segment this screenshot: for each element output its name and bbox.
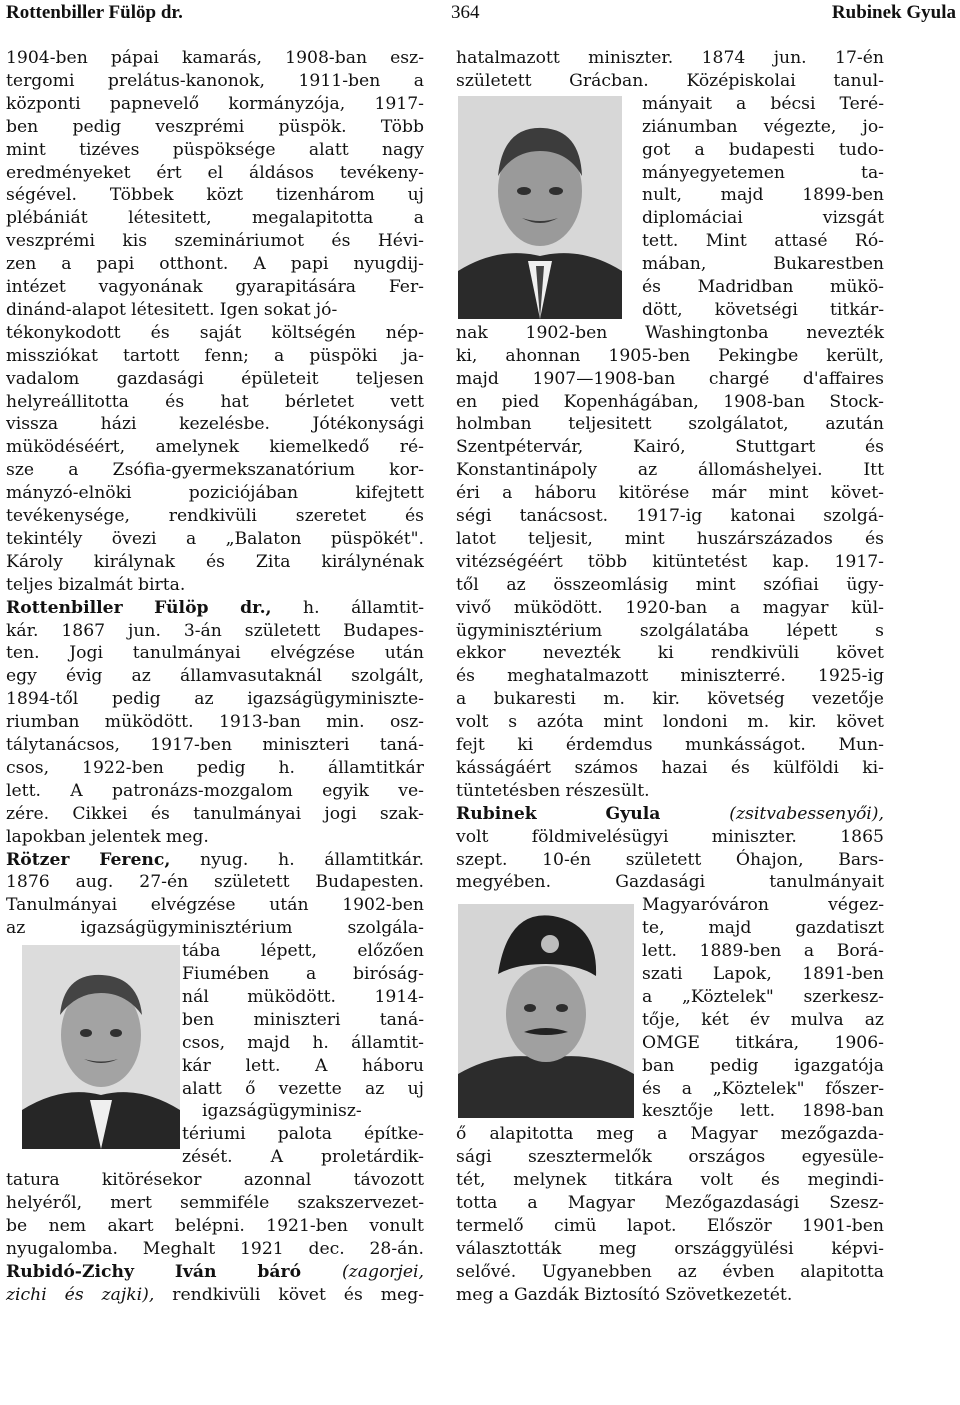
page-header (0, 0, 960, 26)
text-line: egy évig az államvasutaknál szolgált, (6, 666, 424, 687)
text-line: ségi tanácsost. 1917-ig katonai szolgá- (456, 506, 884, 526)
text-line: kár. 1867 jun. 3-án született Budapes- (6, 620, 424, 641)
text-line: szept. 10-én született Óhajon, Bars- (456, 849, 884, 870)
text-line: müködéséért, amelynek kiemelkedő ré- (6, 437, 424, 458)
portrait-photo-rotzer (22, 945, 180, 1149)
text-line: be nem akart belépni. 1921-ben vonult (6, 1215, 424, 1236)
text-line: a bukaresti m. kir. követség vezetője (456, 689, 884, 710)
text-line: tüntetésben részesült. (456, 780, 650, 801)
text-line: az igazságügyminisztérium szolgála- (6, 918, 424, 939)
text-line: Rötzer Ferenc, nyug. h. államtitkár. (6, 849, 424, 870)
text-line: kásságáért számos hazai és külföldi ki- (456, 757, 884, 778)
text-line: megyében. Gazdasági tanulmányait (456, 872, 884, 893)
text-line: csos, 1922-ben pedig h. államtitkár (6, 757, 424, 778)
text-line: Rubinek Gyula (zsitvabessenyői), (456, 803, 884, 824)
text-line: ben miniszteri taná- (182, 1009, 424, 1030)
text-line: plébániát létesitett, megalapitotta a (6, 208, 424, 229)
text-line: tett. Mint attasé Ró- (642, 231, 884, 252)
text-line: missziókat tartott fenn; a püspöki ja- (6, 345, 424, 366)
text-line: riumban müködött. 1913-ban min. osz- (6, 712, 424, 733)
text-line: tériumi palota építke- (182, 1124, 424, 1145)
text-line: alatt ő vezette az uj (182, 1078, 424, 1099)
text-line: Rubidó-Zichy Iván báró (zagorjei, (6, 1261, 424, 1282)
text-line: tatura kitörésekor azonnal távozott (6, 1170, 424, 1191)
text-line: ban pedig igazgatója (642, 1055, 884, 1076)
text-line: tét, melynek titkára volt és megindi- (456, 1170, 884, 1191)
text-line: Fiumében a biróság- (182, 964, 424, 984)
text-line: OMGE titkára, 1906- (642, 1032, 884, 1053)
portrait-photo-rubido-zichy (458, 96, 622, 319)
text-line: termelő cimü lapot. Először 1901-ben (456, 1215, 884, 1236)
text-line: got a budapesti tudo- (642, 139, 884, 160)
text-line: lett. 1889-ben a Borá- (642, 941, 884, 962)
text-line: volt s azóta mint londoni m. kir. követ (456, 712, 884, 733)
text-line: nál müködött. 1914- (182, 986, 424, 1007)
text-line: mában, Bukarestben (642, 254, 884, 275)
text-line: vitézségéért több kitüntetést kap. 1917- (456, 551, 884, 572)
text-line: ki, ahonnan 1905-ben Pekingbe került, (456, 345, 884, 366)
text-line: latot teljesit, mint huszárszázados és (456, 528, 884, 549)
text-line: vissza házi kezelésbe. Jótékonysági (6, 414, 424, 435)
text-line: volt földmivelésügyi miniszter. 1865 (456, 826, 884, 847)
text-line: től az összeomlásig mint szófiai ügy- (456, 574, 884, 595)
text-line: és meghatalmazott miniszterré. 1925-ig (456, 666, 884, 687)
text-line: Károly királynak és Zita királynénak (6, 551, 424, 572)
text-line: és Madridban mükö- (642, 277, 884, 297)
text-line: vivő müködött. 1920-ban a magyar kül- (456, 597, 884, 618)
text-line: zését. A proletárdik- (182, 1147, 424, 1168)
text-line: nult, majd 1899-ben (642, 185, 884, 206)
text-line: ziánumban végezte, jo- (642, 116, 884, 137)
text-line: igazságügyminisz- (202, 1101, 362, 1122)
text-line: ben pedig veszprémi püspök. Több (6, 116, 424, 137)
text-line: mint tizéves püspöksége alatt nagy (6, 139, 424, 160)
text-line: fejt ki érdemdus munkásságot. Mun- (456, 735, 884, 755)
text-line: zichi és zajki), rendkivüli követ és meg- (6, 1284, 424, 1305)
text-line: ő alapitotta meg a Magyar mezőgazda- (456, 1124, 884, 1145)
text-line: központi papnevelő kormányzója, 1917- (6, 93, 424, 114)
text-line: született Grácban. Középiskolai tanul- (456, 70, 884, 91)
text-line: választották meg országgyülési képvi- (456, 1238, 884, 1259)
text-line: Rottenbiller Fülöp dr., h. államtit- (6, 597, 424, 618)
text-line: a „Köztelek" szerkesz- (642, 986, 884, 1007)
page-number: 364 (451, 2, 480, 23)
text-line: vadalom gazdasági épületeit teljesen (6, 368, 424, 389)
text-line: és a „Köztelek" főszer- (642, 1078, 884, 1099)
text-line: tába lépett, előzően (182, 941, 424, 962)
text-line: tekintély övezi a „Balaton püspökét". (6, 528, 424, 549)
text-line: en pied Kopenhágában, 1908-ban Stock- (456, 391, 884, 412)
text-line: mányegyetemen ta- (642, 162, 884, 183)
text-line: ségével. Többek közt tizenhárom uj (6, 185, 424, 206)
text-line: diplomáciai vizsgát (642, 208, 884, 229)
text-line: lett. A patronázs-mozgalom egyik ve- (6, 780, 424, 801)
text-line: tergomi prelátus-kanonok, 1911-ben a (6, 70, 424, 91)
text-line: selővé. Ugyanebben az évben alapitotta (456, 1261, 884, 1282)
text-line: totta a Magyar Mezőgazdasági Szesz- (456, 1193, 884, 1213)
text-line: mányait a bécsi Teré- (642, 93, 884, 114)
text-line: nak 1902-ben Washingtonba nevezték (456, 322, 884, 343)
text-line: holmban teljesitett szolgálatot, azután (456, 414, 884, 435)
portrait-photo-rubinek (458, 904, 634, 1118)
text-line: ekkor nevezték ki rendkivüli követ (456, 643, 884, 664)
text-line: helyreállitotta és hat bérletet vett (6, 391, 424, 412)
text-line: éri a háboru kitörése már mint követ- (456, 483, 884, 504)
text-line: 1876 aug. 27-én született Budapesten. (6, 872, 424, 893)
text-line: Konstantinápoly az állomáshelyei. Itt (456, 460, 884, 481)
text-line: meg a Gazdák Biztosító Szövetkezetét. (456, 1284, 793, 1305)
text-line: 1904-ben pápai kamarás, 1908-ban esz- (6, 48, 424, 68)
text-line: zére. Cikkei és tanulmányai jogi szak- (6, 803, 424, 824)
text-line: sze a Zsófia-gyermekszanatórium kor- (6, 460, 424, 481)
text-line: eredményeket ért el áldásos tevékeny- (6, 162, 424, 183)
text-line: kesztője lett. 1898-ban (642, 1101, 884, 1122)
text-line: intézet vagyonának gyarapitására Fer- (6, 277, 424, 297)
text-line: kár lett. A háboru (182, 1055, 424, 1076)
text-line: nyugalomba. Meghalt 1921 dec. 28-án. (6, 1238, 424, 1259)
text-line: hatalmazott miniszter. 1874 jun. 17-én (456, 48, 884, 68)
text-line: teljes bizalmát birta. (6, 574, 186, 595)
running-head-left: Rottenbiller Fülöp dr. (6, 2, 183, 23)
text-line: tevékenysége, rendkivüli szeretet és (6, 506, 424, 526)
text-line: Magyaróváron végez- (642, 895, 884, 916)
text-line: tálytanácsos, 1917-ben miniszteri taná- (6, 735, 424, 755)
text-line: te, majd gazdatiszt (642, 918, 884, 939)
text-line: 1894-től pedig az igazságügyminiszte- (6, 689, 424, 710)
text-line: zen a papi otthont. A papi nyugdij- (6, 254, 424, 275)
text-line: tékonykodott és saját költségén nép- (6, 322, 424, 343)
text-line: mányzó-elnöki poziciójában kifejtett (6, 483, 424, 504)
text-line: csos, majd h. államtit- (182, 1032, 424, 1053)
text-line: dött, követségi titkár- (642, 299, 884, 320)
text-line: Szentpétervár, Kairó, Stuttgart és (456, 437, 884, 458)
text-line: majd 1907—1908-ban chargé d'affaires (456, 368, 884, 389)
text-line: tője, két év mulva az (642, 1009, 884, 1030)
running-head-right: Rubinek Gyula (831, 2, 956, 23)
text-line: ten. Jogi tanulmányai elvégzése után (6, 643, 424, 664)
text-line: lapokban jelentek meg. (6, 826, 209, 847)
text-line: szati Lapok, 1891-ben (642, 964, 884, 984)
text-line: dinánd-alapot létesitett. Igen sokat jó- (6, 299, 338, 320)
text-line: Tanulmányai elvégzése után 1902-ben (6, 895, 424, 916)
text-line: veszprémi kis szemináriumot és Hévi- (6, 231, 424, 252)
text-line: ügyminisztérium szolgálatába lépett s (456, 620, 884, 641)
text-line: helyéről, mert semmiféle szakszervezet- (6, 1193, 424, 1213)
text-line: sági szesztermelők országos egyesüle- (456, 1147, 884, 1168)
